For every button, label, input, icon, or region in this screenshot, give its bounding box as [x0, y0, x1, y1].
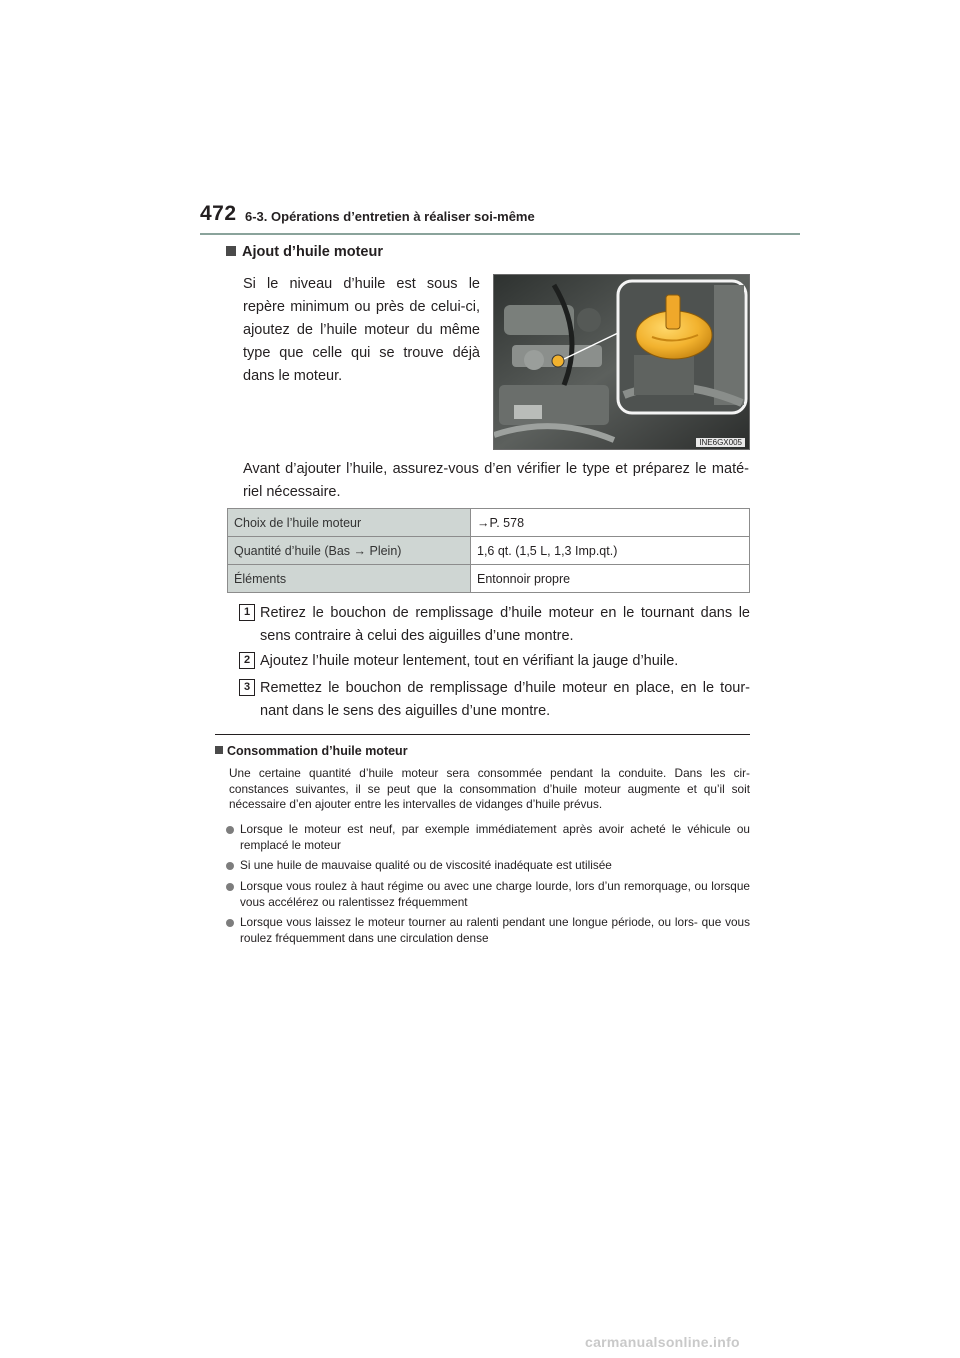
step-3: [227, 677, 750, 723]
step-1: [227, 602, 750, 648]
list-item-text: Lorsque vous roulez à haut régime ou avec une charge lourde, lors d’un remorquage, ou lorsque vous accélérez ou ralentissez fréquemment: [240, 879, 750, 909]
circle-bullet-icon: [226, 862, 234, 870]
square-bullet-icon: [215, 746, 223, 754]
heading-consommation-text: Consommation d’huile moteur: [227, 744, 408, 758]
header-rule: [200, 233, 800, 235]
figure-code: INE6GX005: [696, 438, 745, 447]
heading-ajout-text: Ajout d’huile moteur: [242, 244, 383, 260]
step-text: Retirez le bouchon de remplissage d’huile moteur en le tournant dans le sens contraire à celui des aiguilles d’une montre.: [260, 605, 750, 644]
step-text: Ajoutez l’huile moteur lentement, tout en vérifiant la jauge d’huile.: [260, 653, 679, 669]
list-item-text: Lorsque vous laissez le moteur tourner au ralenti pendant une longue période, ou lors- que vous roulez fréquemment dans une circulation dense: [240, 915, 750, 945]
paragraph-consommation: Une certaine quantité d’huile moteur sera consommée pendant la conduite. Dans les cir- constances suivantes, il se peut que la consommation d’huile moteur augmente et qu’il soit nécessaire d’en ajouter entre les intervalles de vidanges d’huile prévus.: [229, 766, 750, 811]
table-row: [228, 509, 750, 537]
step-text: Remettez le bouchon de remplissage d’huile moteur en place, en le tour- nant dans le sens des aiguilles d’une montre.: [260, 680, 750, 719]
paragraph-avant-ajout: Avant d’ajouter l’huile, assurez-vous d’en vérifier le type et préparez le maté- riel nécessaire.: [243, 461, 749, 500]
list-item: [226, 879, 750, 910]
list-item-text: Si une huile de mauvaise qualité ou de viscosité inadéquate est utilisée: [240, 858, 612, 872]
table-cell-label: Éléments: [228, 565, 471, 593]
step-2: [227, 650, 750, 673]
oil-spec-table: [227, 508, 750, 593]
section-title: 6-3. Opérations d’entretien à réaliser soi-même: [245, 209, 535, 224]
step-number: 3: [239, 679, 255, 696]
circle-bullet-icon: [226, 919, 234, 927]
list-item: [226, 822, 750, 853]
step-number: 1: [239, 604, 255, 621]
page-number: 472: [200, 202, 237, 225]
heading-ajout-huile: [226, 244, 383, 260]
table-cell-value: Entonnoir propre: [471, 565, 750, 593]
engine-oil-cap-figure: [493, 274, 750, 450]
table-cell-value: 1,6 qt. (1,5 L, 1,3 Imp.qt.): [471, 537, 750, 565]
table-row: [228, 537, 750, 565]
table-cell-label: Quantité d’huile (Bas → Plein): [228, 537, 471, 565]
circle-bullet-icon: [226, 826, 234, 834]
section-divider: [215, 734, 750, 735]
list-item: [226, 858, 750, 874]
square-bullet-icon: [226, 246, 236, 256]
site-watermark: carmanualsonline.info: [585, 1334, 740, 1350]
table-cell-value: →P. 578: [471, 509, 750, 537]
table-cell-label: Choix de l’huile moteur: [228, 509, 471, 537]
paragraph-niveau-huile: Si le niveau d’huile est sous le repère minimum ou près de celui-ci, ajoutez de l’huile moteur du même type que celle qui se trouve déjà dans le moteur.: [243, 276, 480, 384]
circle-bullet-icon: [226, 883, 234, 891]
list-item-text: Lorsque le moteur est neuf, par exemple immédiatement après avoir acheté le véhicule ou remplacé le moteur: [240, 822, 750, 852]
engine-illustration: [494, 275, 750, 450]
list-item: [226, 915, 750, 946]
step-number: 2: [239, 652, 255, 669]
table-row: [228, 565, 750, 593]
heading-consommation: [215, 744, 408, 758]
